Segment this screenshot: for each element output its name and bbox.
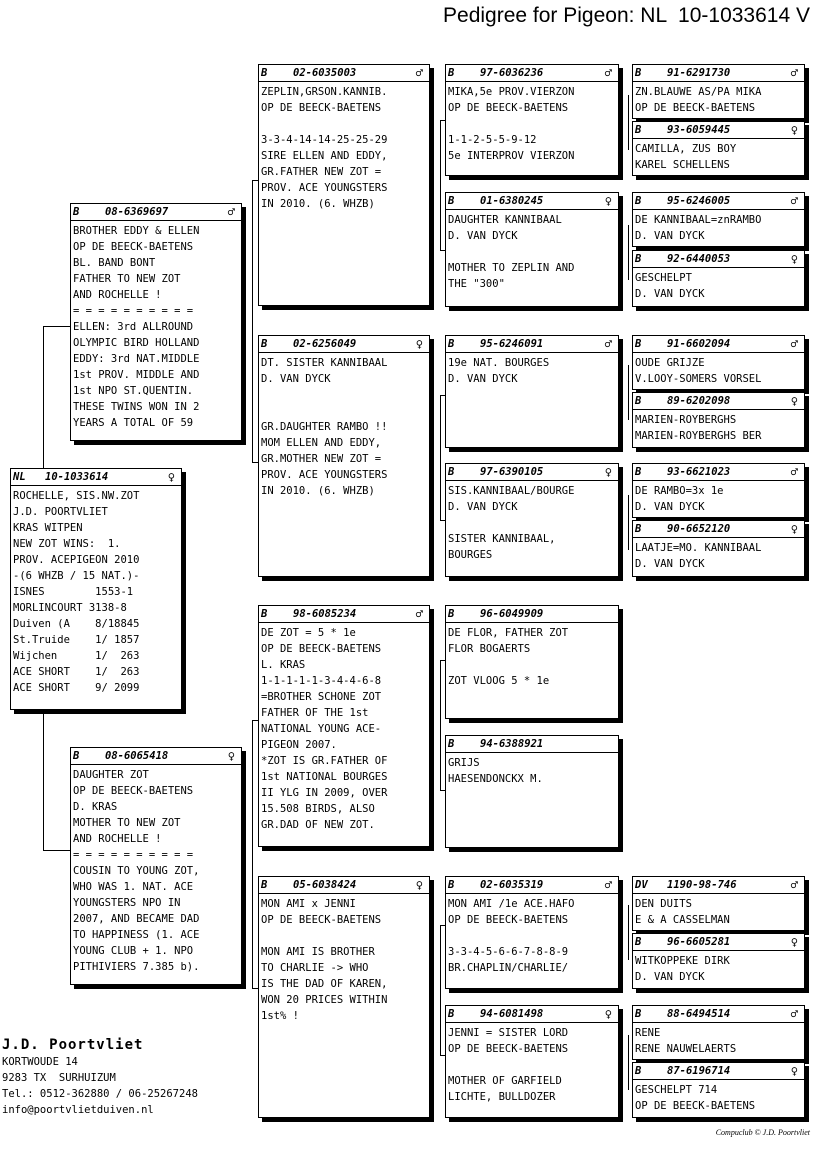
country-code: B: [635, 1065, 642, 1077]
pigeon-notes: GESCHELPT 714 OP DE BEECK-BAETENS: [635, 1084, 756, 1112]
pigeon-notes: RENE RENE NAUWELAERTS: [635, 1027, 737, 1055]
pigeon-card-subject[interactable]: [10, 468, 182, 710]
pigeon-notes: 19e NAT. BOURGES D. VAN DYCK: [448, 357, 550, 385]
country-code: B: [635, 253, 642, 265]
country-code: B: [635, 466, 642, 478]
ring-number: 92-6440053: [667, 253, 731, 265]
pigeon-card-grandparent[interactable]: [258, 876, 430, 1118]
pigeon-card-grandparent[interactable]: [258, 335, 430, 577]
country-code: B: [73, 206, 80, 218]
country-code: B: [635, 395, 642, 407]
pigeon-card-ancestor[interactable]: [632, 192, 805, 247]
sex-symbol-icon: ♂: [790, 194, 798, 208]
pigeon-notes: DEN DUITS E & A CASSELMAN: [635, 898, 730, 926]
ring-number: 02-6035319: [480, 879, 544, 891]
ring-number: 96-6605281: [667, 936, 731, 948]
pigeon-notes: DE KANNIBAAL=znRAMBO D. VAN DYCK: [635, 214, 762, 242]
ring-number: 01-6380245: [480, 195, 544, 207]
pigeon-notes: MON AMI x JENNI OP DE BEECK-BAETENS MON AMI IS BROTHER TO CHARLIE -> WHO IS THE DAD OF KAREN, WON 20 PRICES WITHIN 1st% !: [261, 898, 388, 1022]
ring-number: 05-6038424: [293, 879, 357, 891]
ring-number: 10-1033614: [45, 471, 109, 483]
country-code: B: [261, 879, 268, 891]
pigeon-card-great-grandparent[interactable]: [445, 463, 619, 577]
country-code: B: [448, 879, 455, 891]
pigeon-notes: ZN.BLAUWE AS/PA MIKA OP DE BEECK-BAETENS: [635, 86, 762, 114]
ring-number: 1190-98-746: [667, 879, 737, 891]
pigeon-notes: LAATJE=MO. KANNIBAAL D. VAN DYCK: [635, 542, 762, 570]
sex-symbol-icon: ♂: [604, 337, 612, 351]
pigeon-card-great-grandparent[interactable]: [445, 605, 619, 719]
pigeon-notes: DAUGHTER ZOT OP DE BEECK-BAETENS D. KRAS MOTHER TO NEW ZOT AND ROCHELLE ! = = = = = = = = = = COUSIN TO YOUNG ZOT, WHO WAS 1. NAT. ACE YOUNGSTERS NPO IN 2007, AND BECAME DAD TO HAPPINESS (1. ACE YOUNG CLUB + 1. NPO PITHIVIERS 7.385 b).: [73, 769, 200, 973]
ring-number: 88-6494514: [667, 1008, 731, 1020]
pigeon-notes: DE ZOT = 5 * 1e OP DE BEECK-BAETENS L. KRAS 1-1-1-1-1-3-4-4-6-8 =BROTHER SCHONE ZOT FATHER OF THE 1st NATIONAL YOUNG ACE- PIGEON 2007. *ZOT IS GR.FATHER OF 1st NATIONAL BOURGES II YLG IN 2009, OVER 15.508 BIRDS, ALSO GR.DAD OF NEW ZOT.: [261, 627, 388, 831]
connector-line: [43, 326, 71, 327]
sex-symbol-icon: ♂: [415, 66, 423, 80]
pigeon-card-ancestor[interactable]: [632, 1005, 805, 1060]
pigeon-card-ancestor[interactable]: [632, 121, 805, 176]
pigeon-notes: MON AMI /1e ACE.HAFO OP DE BEECK-BAETENS 3-3-4-5-6-6-7-8-8-9 BR.CHAPLIN/CHARLIE/: [448, 898, 575, 974]
ring-number: 94-6081498: [480, 1008, 544, 1020]
connector-line: [43, 326, 44, 468]
connector-line: [252, 180, 253, 462]
connector-line: [43, 710, 44, 850]
sex-symbol-icon: ♀: [790, 394, 798, 408]
pigeon-notes: DAUGHTER KANNIBAAL D. VAN DYCK MOTHER TO ZEPLIN AND THE "300": [448, 214, 575, 290]
ring-number: 93-6621023: [667, 466, 731, 478]
country-code: B: [635, 338, 642, 350]
sex-symbol-icon: ♂: [415, 607, 423, 621]
country-code: B: [635, 67, 642, 79]
sex-symbol-icon: ♂: [227, 205, 235, 219]
ring-number: 97-6390105: [480, 466, 544, 478]
country-code: B: [635, 523, 642, 535]
software-credit: Compuclub © J.D. Poortvliet: [715, 1128, 810, 1137]
country-code: DV: [635, 879, 648, 891]
ring-number: 91-6291730: [667, 67, 731, 79]
ring-number: 91-6602094: [667, 338, 731, 350]
pigeon-notes: ROCHELLE, SIS.NW.ZOT J.D. POORTVLIET KRAS WITPEN NEW ZOT WINS: 1. PROV. ACEPIGEON 2010 -(6 WHZB / 15 NAT.)- ISNES 1553-1 MORLINCOURT 3138-8 Duiven (A 8/18845 St.Truide 1/ 1857 Wijchen 1/ 263 ACE SHORT 1/ 263 ACE SHORT 9/ 2099: [13, 490, 140, 694]
breeder-name: J.D. Poortvliet: [2, 1037, 144, 1053]
pigeon-card-great-grandparent[interactable]: [445, 64, 619, 176]
connector-line: [440, 925, 441, 1055]
sex-symbol-icon: ♀: [604, 1007, 612, 1021]
ring-number: 96-6049909: [480, 608, 544, 620]
ring-number: 95-6246005: [667, 195, 731, 207]
country-code: B: [448, 67, 455, 79]
breeder-address: KORTWOUDE 14: [2, 1056, 78, 1068]
connector-line: [252, 720, 253, 988]
ring-number: 87-6196714: [667, 1065, 731, 1077]
pigeon-card-great-grandparent[interactable]: [445, 1005, 619, 1118]
ring-number: 02-6256049: [293, 338, 357, 350]
pigeon-card-dam[interactable]: [70, 747, 242, 985]
breeder-phone: Tel.: 0512-362880 / 06-25267248: [2, 1088, 198, 1100]
breeder-contact: [2, 1036, 198, 1118]
ring-number: 90-6652120: [667, 523, 731, 535]
connector-line: [628, 905, 629, 960]
pigeon-notes: MIKA,5e PROV.VIERZON OP DE BEECK-BAETENS 1-1-2-5-5-9-12 5e INTERPROV VIERZON: [448, 86, 575, 162]
pigeon-card-ancestor[interactable]: [632, 520, 805, 577]
country-code: B: [635, 124, 642, 136]
pigeon-card-ancestor[interactable]: [632, 463, 805, 518]
country-code: B: [448, 195, 455, 207]
sex-symbol-icon: ♀: [415, 337, 423, 351]
sex-symbol-icon: ♀: [790, 123, 798, 137]
sex-symbol-icon: ♀: [167, 470, 175, 484]
pigeon-card-ancestor[interactable]: [632, 64, 805, 119]
ring-number: 93-6059445: [667, 124, 731, 136]
connector-line: [440, 660, 441, 790]
ring-number: 02-6035003: [293, 67, 357, 79]
country-code: B: [448, 738, 455, 750]
country-code: B: [261, 67, 268, 79]
pigeon-card-grandparent[interactable]: [258, 64, 430, 306]
pigeon-notes: GRIJS HAESENDONCKX M.: [448, 757, 543, 785]
pigeon-card-ancestor[interactable]: [632, 876, 805, 931]
country-code: B: [635, 195, 642, 207]
pigeon-card-great-grandparent[interactable]: [445, 335, 619, 448]
pigeon-card-great-grandparent[interactable]: [445, 192, 619, 307]
sex-symbol-icon: ♂: [604, 66, 612, 80]
sex-symbol-icon: ♂: [790, 878, 798, 892]
pigeon-notes: OUDE GRIJZE V.LOOY-SOMERS VORSEL: [635, 357, 762, 385]
pigeon-card-great-grandparent[interactable]: [445, 735, 619, 848]
ring-number: 95-6246091: [480, 338, 544, 350]
pigeon-notes: DT. SISTER KANNIBAAL D. VAN DYCK GR.DAUGHTER RAMBO !! MOM ELLEN AND EDDY, GR.MOTHER NEW ZOT = PROV. ACE YOUNGSTERS IN 2010. (6. WHZB): [261, 357, 388, 497]
connector-line: [628, 225, 629, 280]
sex-symbol-icon: ♂: [790, 337, 798, 351]
country-code: B: [635, 936, 642, 948]
sex-symbol-icon: ♀: [415, 878, 423, 892]
pigeon-card-grandparent[interactable]: [258, 605, 430, 847]
connector-line: [628, 95, 629, 150]
sex-symbol-icon: ♂: [604, 878, 612, 892]
sex-symbol-icon: ♀: [604, 465, 612, 479]
country-code: NL: [13, 471, 26, 483]
page-title: Pedigree for Pigeon: NL 10-1033614 V: [443, 4, 810, 27]
sex-symbol-icon: ♀: [604, 194, 612, 208]
pigeon-notes: WITKOPPEKE DIRK D. VAN DYCK: [635, 955, 730, 983]
pigeon-notes: DE FLOR, FATHER ZOT FLOR BOGAERTS ZOT VLOOG 5 * 1e: [448, 627, 569, 687]
pigeon-card-great-grandparent[interactable]: [445, 876, 619, 989]
pigeon-notes: ZEPLIN,GRSON.KANNIB. OP DE BEECK-BAETENS 3-3-4-14-14-25-25-29 SIRE ELLEN AND EDDY, GR.FATHER NEW ZOT = PROV. ACE YOUNGSTERS IN 2010. (6. WHZB): [261, 86, 388, 210]
connector-line: [628, 495, 629, 550]
pigeon-notes: GESCHELPT D. VAN DYCK: [635, 272, 705, 300]
ring-number: 98-6085234: [293, 608, 357, 620]
breeder-postcode: 9283 TX SURHUIZUM: [2, 1072, 116, 1084]
sex-symbol-icon: ♀: [227, 749, 235, 763]
pigeon-notes: BROTHER EDDY & ELLEN OP DE BEECK-BAETENS BL. BAND BONT FATHER TO NEW ZOT AND ROCHELLE ! = = = = = = = = = = ELLEN: 3rd ALLROUND OLYMPIC BIRD HOLLAND EDDY: 3rd NAT.MIDDLE 1st PROV. MIDDLE AND 1st NPO ST.QUENTIN. THESE TWINS WON IN 2 YEARS A TOTAL OF 59: [73, 225, 200, 429]
pigeon-card-ancestor[interactable]: [632, 335, 805, 390]
pigeon-card-sire[interactable]: [70, 203, 242, 441]
sex-symbol-icon: ♂: [790, 66, 798, 80]
sex-symbol-icon: ♀: [790, 935, 798, 949]
connector-line: [628, 1035, 629, 1090]
connector-line: [43, 850, 71, 851]
sex-symbol-icon: ♀: [790, 252, 798, 266]
pigeon-notes: MARIEN-ROYBERGHS MARIEN-ROYBERGHS BER: [635, 414, 762, 442]
sex-symbol-icon: ♀: [790, 522, 798, 536]
ring-number: 08-6065418: [105, 750, 169, 762]
ring-number: 94-6388921: [480, 738, 544, 750]
country-code: B: [635, 1008, 642, 1020]
ring-number: 08-6369697: [105, 206, 169, 218]
country-code: B: [261, 608, 268, 620]
country-code: B: [448, 466, 455, 478]
pigeon-card-ancestor[interactable]: [632, 250, 805, 307]
country-code: B: [448, 1008, 455, 1020]
country-code: B: [73, 750, 80, 762]
pigeon-notes: CAMILLA, ZUS BOY KAREL SCHELLENS: [635, 143, 737, 171]
sex-symbol-icon: ♀: [790, 1064, 798, 1078]
ring-number: 97-6036236: [480, 67, 544, 79]
pigeon-card-ancestor[interactable]: [632, 933, 805, 989]
pigeon-notes: SIS.KANNIBAAL/BOURGE D. VAN DYCK SISTER KANNIBAAL, BOURGES: [448, 485, 575, 561]
country-code: B: [448, 338, 455, 350]
pigeon-card-ancestor[interactable]: [632, 392, 805, 448]
connector-line: [440, 120, 441, 250]
pigeon-notes: DE RAMBO=3x 1e D. VAN DYCK: [635, 485, 724, 513]
connector-line: [440, 395, 441, 520]
country-code: B: [448, 608, 455, 620]
pigeon-notes: JENNI = SISTER LORD OP DE BEECK-BAETENS MOTHER OF GARFIELD LICHTE, BULLDOZER: [448, 1027, 569, 1103]
connector-line: [628, 365, 629, 420]
country-code: B: [261, 338, 268, 350]
ring-number: 89-6202098: [667, 395, 731, 407]
pigeon-card-ancestor[interactable]: [632, 1062, 805, 1118]
breeder-email[interactable]: info@poortvlietduiven.nl: [2, 1104, 154, 1116]
sex-symbol-icon: ♂: [790, 465, 798, 479]
sex-symbol-icon: ♂: [790, 1007, 798, 1021]
